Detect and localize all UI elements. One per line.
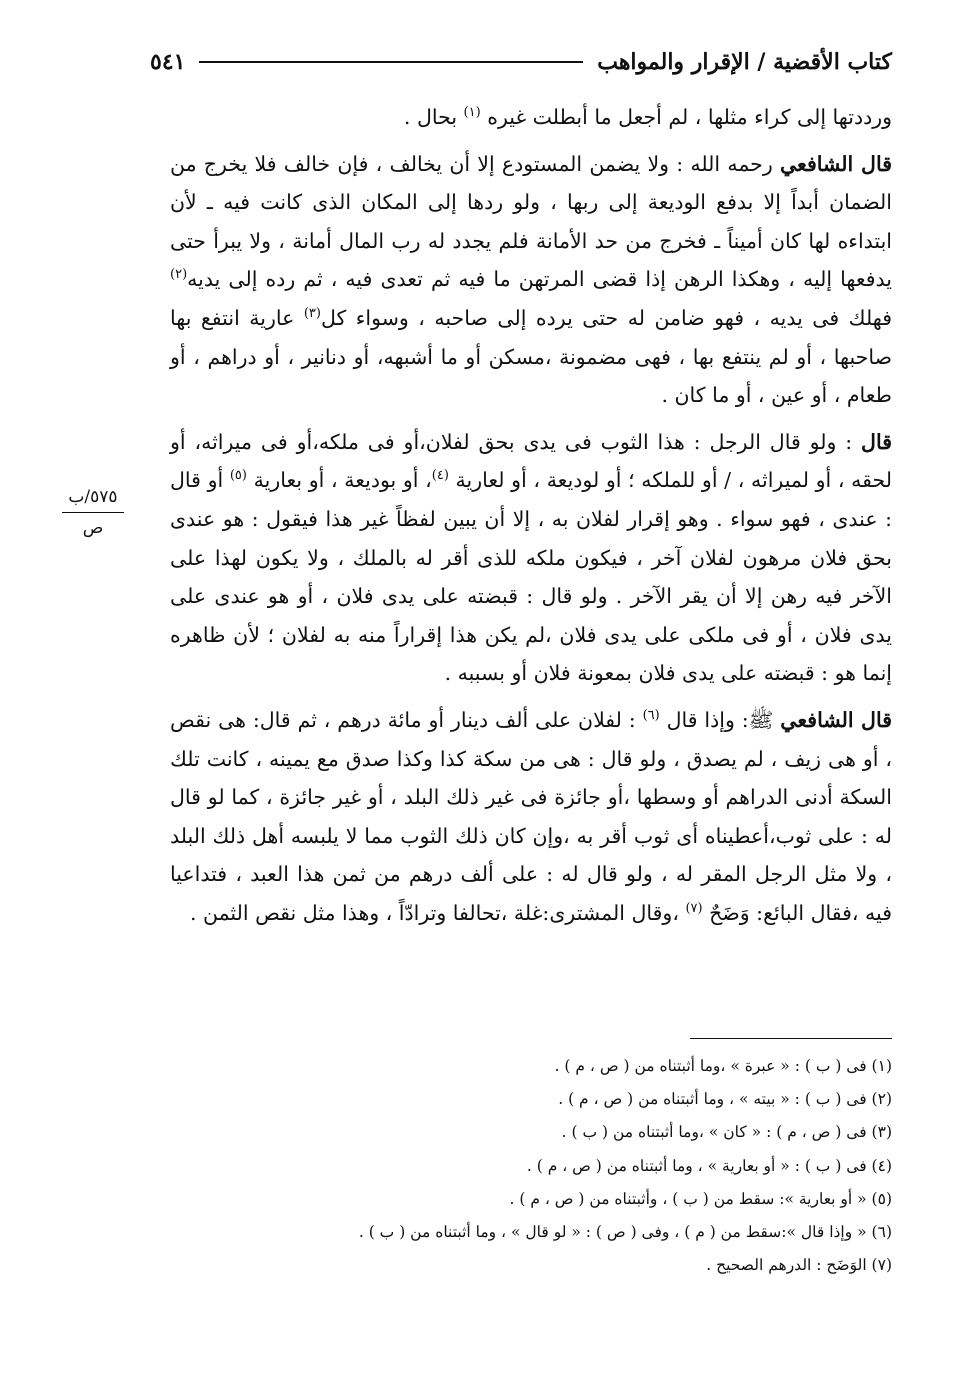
paragraph-1	[170, 98, 892, 137]
margin-note-bottom: ص	[82, 518, 104, 538]
margin-note-top: ٥٧٥/ب	[62, 484, 124, 513]
footnote-2: (٢) فى ( ب ) : « بيته » ، وما أثبتناه من ( ص ، م ) .	[558, 1090, 892, 1109]
header-title: كتاب الأقضية / الإقرار والمواهب	[597, 49, 892, 75]
footnote-6: (٦) « وإذا قال »:سقط من ( م ) ، وفى ( ص ) : « لو قال » ، وما أثبتناه من ( ب ) .	[358, 1223, 892, 1242]
footnote-ref: (٥)	[229, 468, 247, 484]
paragraph-text: ورددتها إلى كراء مثلها ، لم أجعل ما أبطلت غيره	[480, 105, 892, 129]
footnote-5: (٥) « أو بعارية »: سقط من ( ب ) ، وأثبتناه من ( ص ، م ) .	[509, 1189, 892, 1208]
paragraph-text: ﷺ: وإذا قال	[659, 707, 781, 732]
header-rule	[199, 61, 583, 63]
paragraph-lead: قال الشافعي	[779, 151, 892, 176]
paragraph-text: أو قال : عندى ، فهو سواء . وهو إقرار لفلان به ، إلا أن يبين لفظاً غير هذا فيقول : هو عندى بحق فلان مرهون لفلان آخر ، فيكون ملكه للذى أقر له بالملك ، ولا يكون لهذا على الآخر فيه رهن إلا أن يقر الآخر . ولو قال : قبضته على يدى فلان ، أو هو عندى على يدى فلان ، أو فى ملكى على يدى فلان ،لم يكن هذا إقراراً منه به لفلان ؛ لأن ظاهره إنما هو : قبضته على يدى فلان بمعونة فلان أو بسببه .	[170, 468, 892, 686]
paragraph-4	[170, 701, 892, 933]
footnote-ref: (٦)	[642, 708, 660, 724]
paragraph-text: : ولو قال الرجل : هذا الثوب فى يدى بحق لفلان،أو فى ملكه،أو فى ميراثه، أو لحقه ، أو لميراثه ، / أو للملكه ؛ أو لوديعة ، أو لعارية	[170, 429, 892, 493]
footnote-ref: (٧)	[685, 901, 703, 917]
footnote-4: (٤) فى ( ب ) : « أو بعارية » ، وما أثبتناه من ( ص ، م ) .	[526, 1156, 892, 1175]
footnote-1: (١) فى ( ب ) : « عبرة » ،وما أثبتناه من ( ص ، م ) .	[554, 1057, 892, 1075]
paragraph-lead: قال الشافعي	[780, 707, 892, 732]
paragraph-text: ،وقال المشترى:غلة ،تحالفا وترادّاً ، وهذا مثل نقص الثمن .	[189, 900, 686, 925]
main-text	[170, 98, 892, 932]
footnote-ref: (٢)	[170, 267, 188, 283]
footnote-3: (٣) فى ( ص ، م ) : « كان » ،وما أثبتناه من ( ب ) .	[561, 1123, 892, 1142]
footnote-ref: (٣)	[303, 306, 321, 322]
page-number: ٥٤١	[150, 49, 186, 75]
footnote-separator	[690, 1038, 892, 1039]
footnote-ref: (٤)	[431, 468, 449, 484]
margin-folio-note	[62, 484, 124, 541]
paragraph-text: فهلك فى يديه ، فهو ضامن له حتى يرده إلى صاحبه ، وسواء كل	[320, 305, 892, 330]
footnotes	[170, 1050, 892, 1282]
paragraph-2	[170, 145, 892, 415]
paragraph-lead: قال	[861, 429, 892, 454]
running-header	[150, 42, 892, 82]
paragraph-3	[170, 423, 892, 693]
paragraph-text: ، أو بوديعة ، أو بعارية	[246, 468, 432, 493]
paragraph-text: : لفلان على ألف دينار أو مائة درهم ، ثم قال: هى نقص ، أو هى زيف ، لم يصدق ، ولو قال : هى من سكة كذا وكذا صدق مع يمينه ، كانت تلك السكة أدنى الدراهم أو وسطها ،أو جائزة فى غير ذلك البلد ، أو غير جائزة ، كما لو قال له : على ثوب،أعطيناه أى ثوب أقر به ،وإن كان ذلك الثوب مما لا يلبسه أهل ذلك البلد ، ولا مثل الرجل المقر له ، ولو قال له : على ألف درهم من ثمن هذا العبد ، فتداعيا فيه ،فقال البائع: وَضَحٌ	[170, 707, 892, 925]
footnote-7: (٧) الوَضَح : الدرهم الصحيح .	[706, 1256, 892, 1275]
paragraph-text: عارية انتفع بها صاحبها ، أو لم ينتفع بها ، فهى مضمونة ،مسكن أو ما أشبهه، أو دنانير ، أو دراهم ، أو طعام ، أو عين ، أو ما كان .	[170, 305, 892, 408]
footnote-ref: (١)	[463, 105, 481, 121]
paragraph-text: رحمه الله : ولا يضمن المستودع إلا أن يخالف ، فإن خالف فلا يخرج من الضمان أبداً إلا بدفع الوديعة إلى ربها ، ولو ردها إلى المكان الذى كانت فيه ـ لأن ابتداءه لها كان أميناً ـ فخرج من حد الأمانة فلم يجدد له رب المال أمانة ، ولا يبرأ حتى يدفعها إليه ، وهكذا الرهن إذا قضى المرتهن ما فيه ثم تعدى فيه ، ثم رده إلى يديه	[170, 151, 893, 292]
paragraph-text: بحال .	[403, 105, 464, 129]
